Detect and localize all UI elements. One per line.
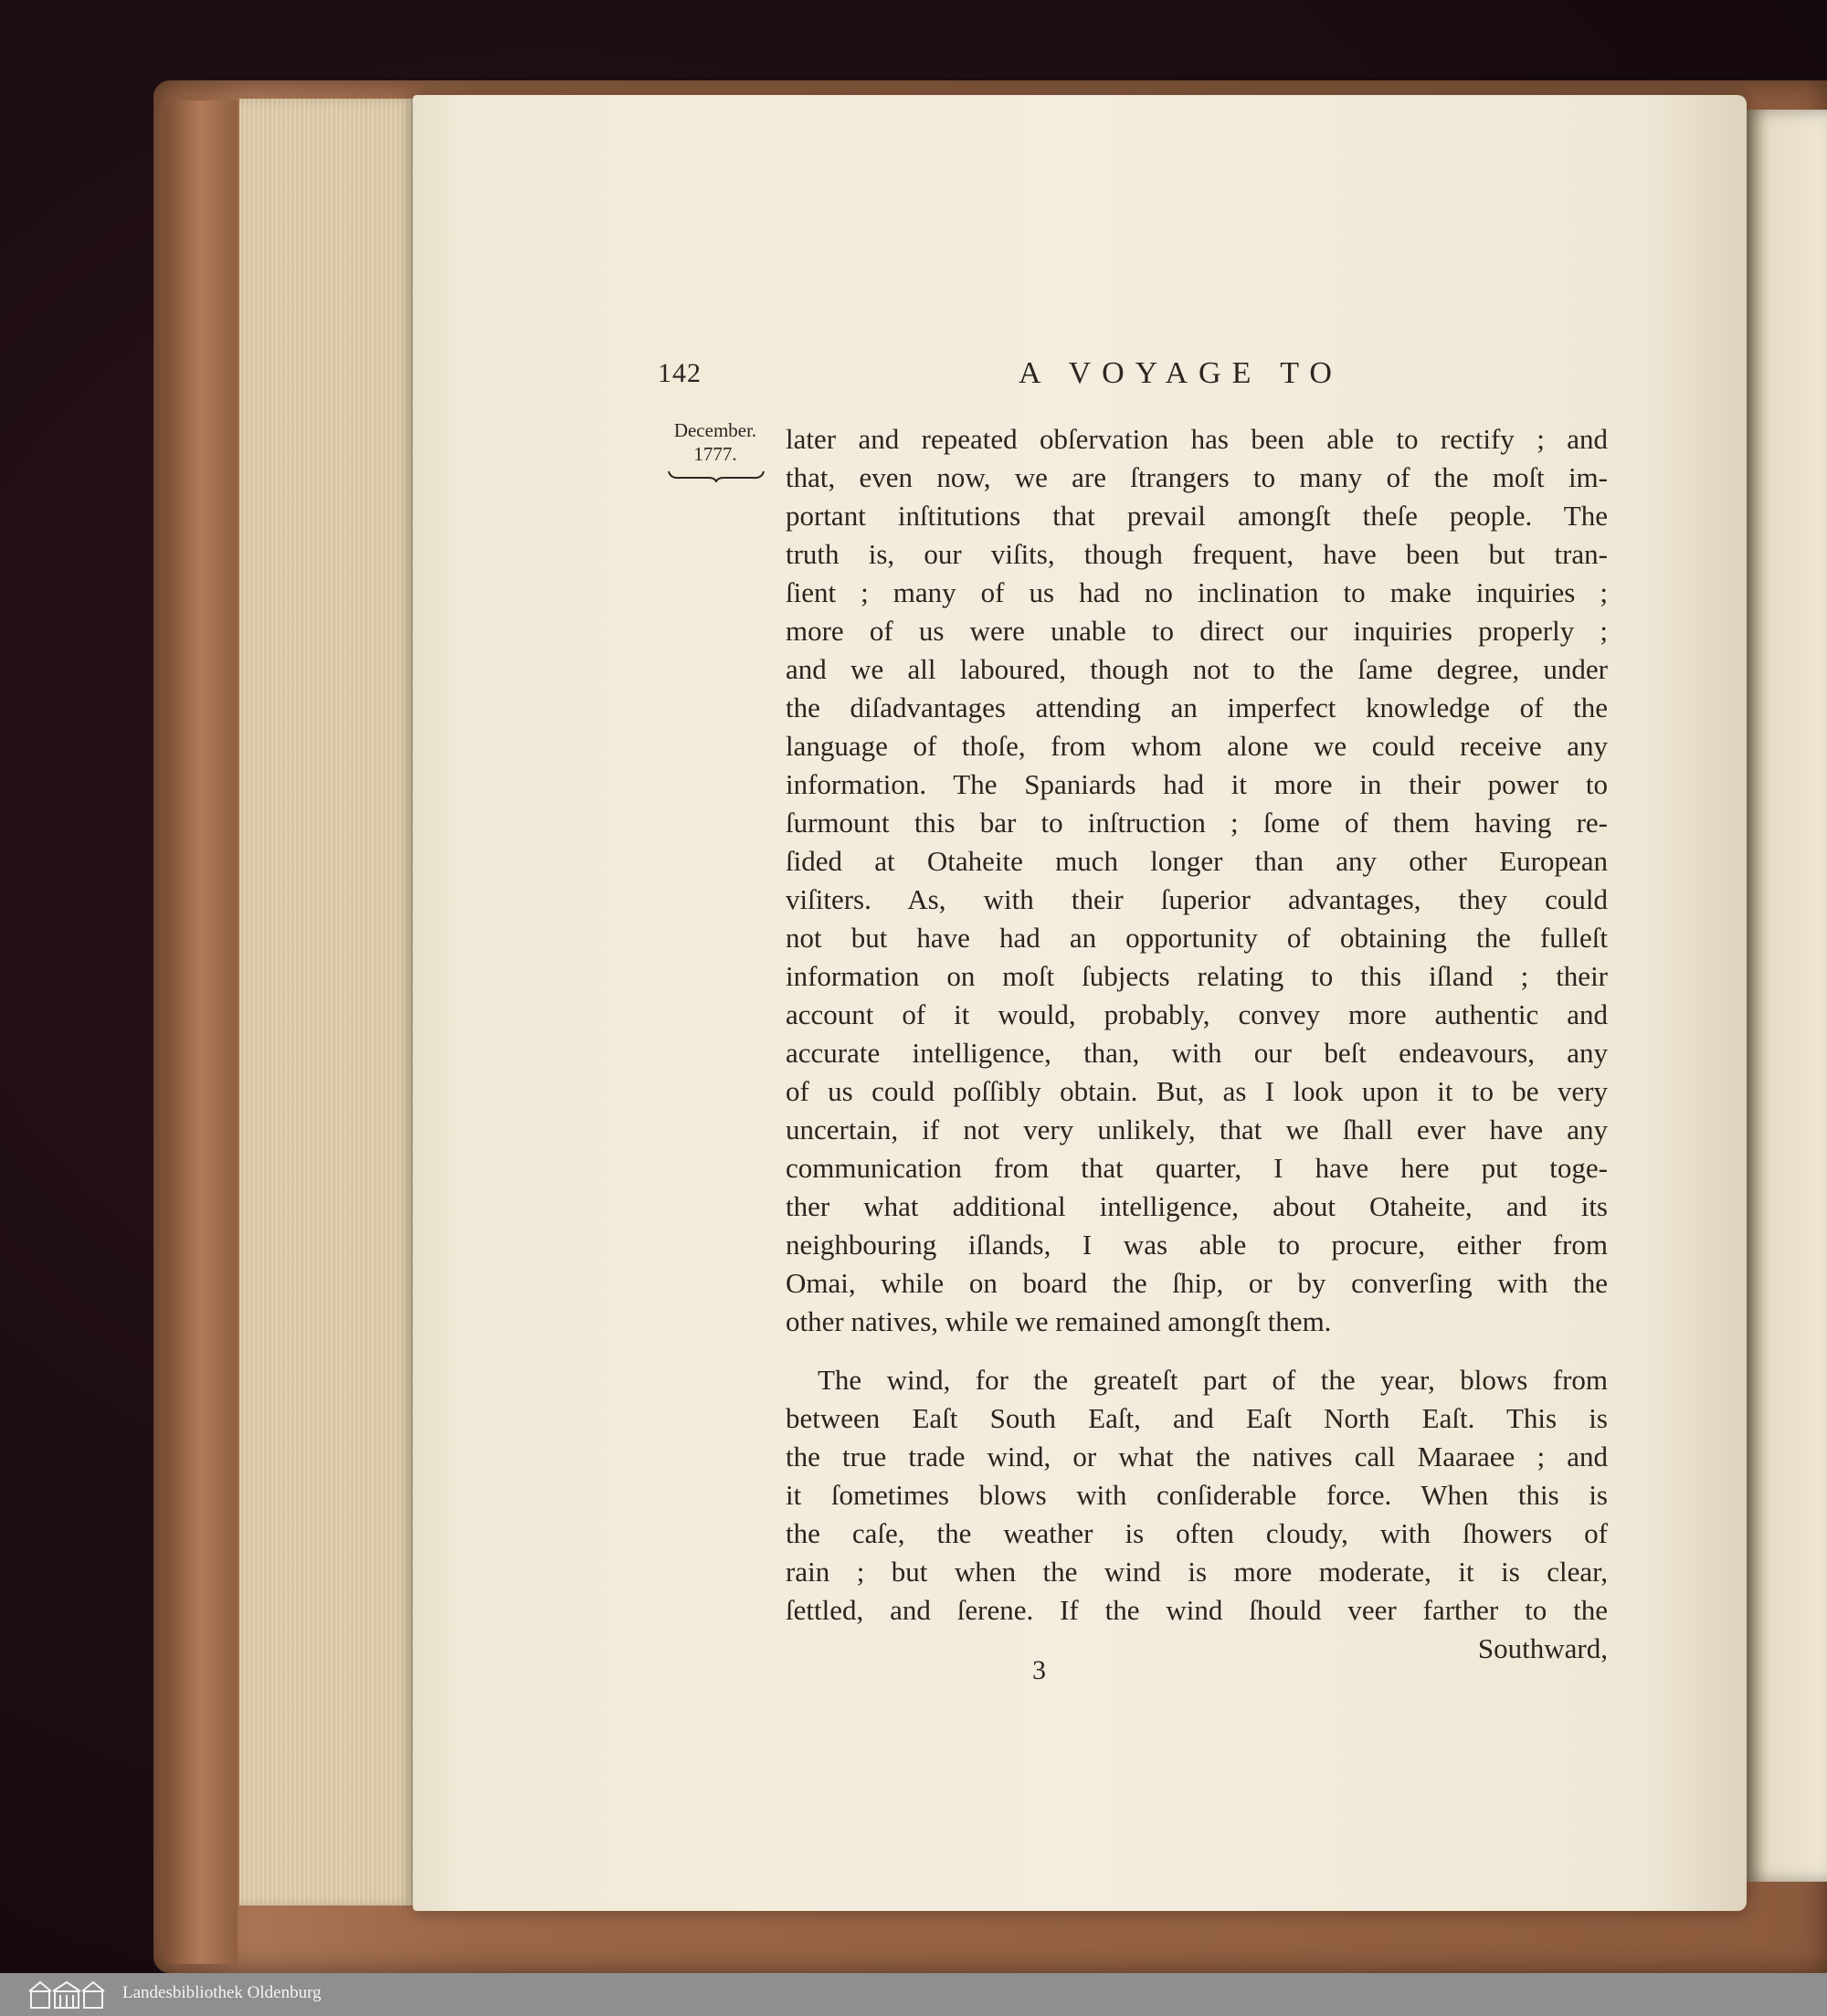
text-line: of us could poſſibly obtain. But, as I look upon it to be very (786, 1075, 1608, 1107)
text-line: and we all laboured, though not to the ſame degree, under (786, 653, 1608, 685)
text-line: ſurmount this bar to inſtruction ; ſome of them having re- (786, 807, 1608, 839)
running-title: A VOYAGE TO (1019, 356, 1343, 390)
text-line: rain ; but when the wind is more moderate, it is clear, (786, 1556, 1608, 1588)
text-line: between Eaſt South Eaſt, and Eaſt North Eaſt. This is (786, 1402, 1608, 1434)
text-line: the caſe, the weather is often cloudy, with ſhowers of (786, 1517, 1608, 1549)
text-line: ſided at Otaheite much longer than any other European (786, 845, 1608, 877)
footer-institution: Landesbibliothek Oldenburg (122, 1983, 322, 2002)
text-line: the diſadvantages attending an imperfect knowledge of the (786, 691, 1608, 723)
page-edges (239, 99, 418, 1905)
text-line: ſettled, and ſerene. If the wind ſhould veer farther to the (786, 1594, 1608, 1626)
page-number: 142 (658, 358, 702, 388)
text-line: The wind, for the greateſt part of the year, blows from (818, 1364, 1608, 1396)
text-line: other natives, while we remained amongſt them. (786, 1305, 1332, 1337)
margin-brace-icon (667, 468, 766, 482)
text-line: ſient ; many of us had no inclination to make inquiries ; (786, 576, 1608, 608)
paragraph-1 (786, 420, 1608, 1341)
text-line: information. The Spaniards had it more in their power to (786, 768, 1608, 800)
margin-note-year: 1777. (693, 443, 737, 465)
text-line: portant inſtitutions that prevail amongſt theſe people. The (786, 500, 1608, 532)
margin-note-month: December. (673, 419, 757, 441)
text-line: the true trade wind, or what the natives call Maaraee ; and (786, 1441, 1608, 1472)
text-line: language of thoſe, from whom alone we could receive any (786, 730, 1608, 762)
facing-page-edge (1745, 110, 1827, 1882)
paragraph-2 (786, 1361, 1608, 1630)
text-line: account of it would, probably, convey more authentic and (786, 998, 1608, 1030)
text-line: Omai, while on board the ſhip, or by converſing with the (786, 1267, 1608, 1299)
text-line: later and repeated obſervation has been able to rectify ; and (786, 423, 1608, 455)
paragraph-gap (786, 1341, 1608, 1361)
text-line: it ſometimes blows with conſiderable force. When this is (786, 1479, 1608, 1511)
text-line: more of us were unable to direct our inquiries properly ; (786, 615, 1608, 647)
text-line: accurate intelligence, than, with our beſt endeavours, any (786, 1037, 1608, 1069)
text-line: that, even now, we are ſtrangers to many of the moſt im- (786, 461, 1608, 493)
text-line: not but have had an opportunity of obtaining the fulleſt (786, 922, 1608, 954)
text-line: information on moſt ſubjects relating to this iſland ; their (786, 960, 1608, 992)
text-line: viſiters. As, with their ſuperior advantages, they could (786, 883, 1608, 915)
book-spine-edge (164, 100, 238, 1964)
catchword: Southward, (1477, 1632, 1608, 1664)
text-line: truth is, our viſits, though frequent, have been but tran- (786, 538, 1608, 570)
text-line: communication from that quarter, I have here put toge- (786, 1152, 1608, 1184)
body-text (786, 420, 1608, 1668)
signature-mark: 3 (1032, 1655, 1046, 1685)
footer-bar (0, 1973, 1827, 2016)
text-line: uncertain, if not very unlikely, that we ſhall ever have any (786, 1114, 1608, 1145)
text-line: neighbouring iſlands, I was able to procure, either from (786, 1229, 1608, 1261)
margin-note (660, 418, 771, 466)
library-building-icon (27, 1979, 106, 2010)
text-line: ther what additional intelligence, about Otaheite, and its (786, 1190, 1608, 1222)
